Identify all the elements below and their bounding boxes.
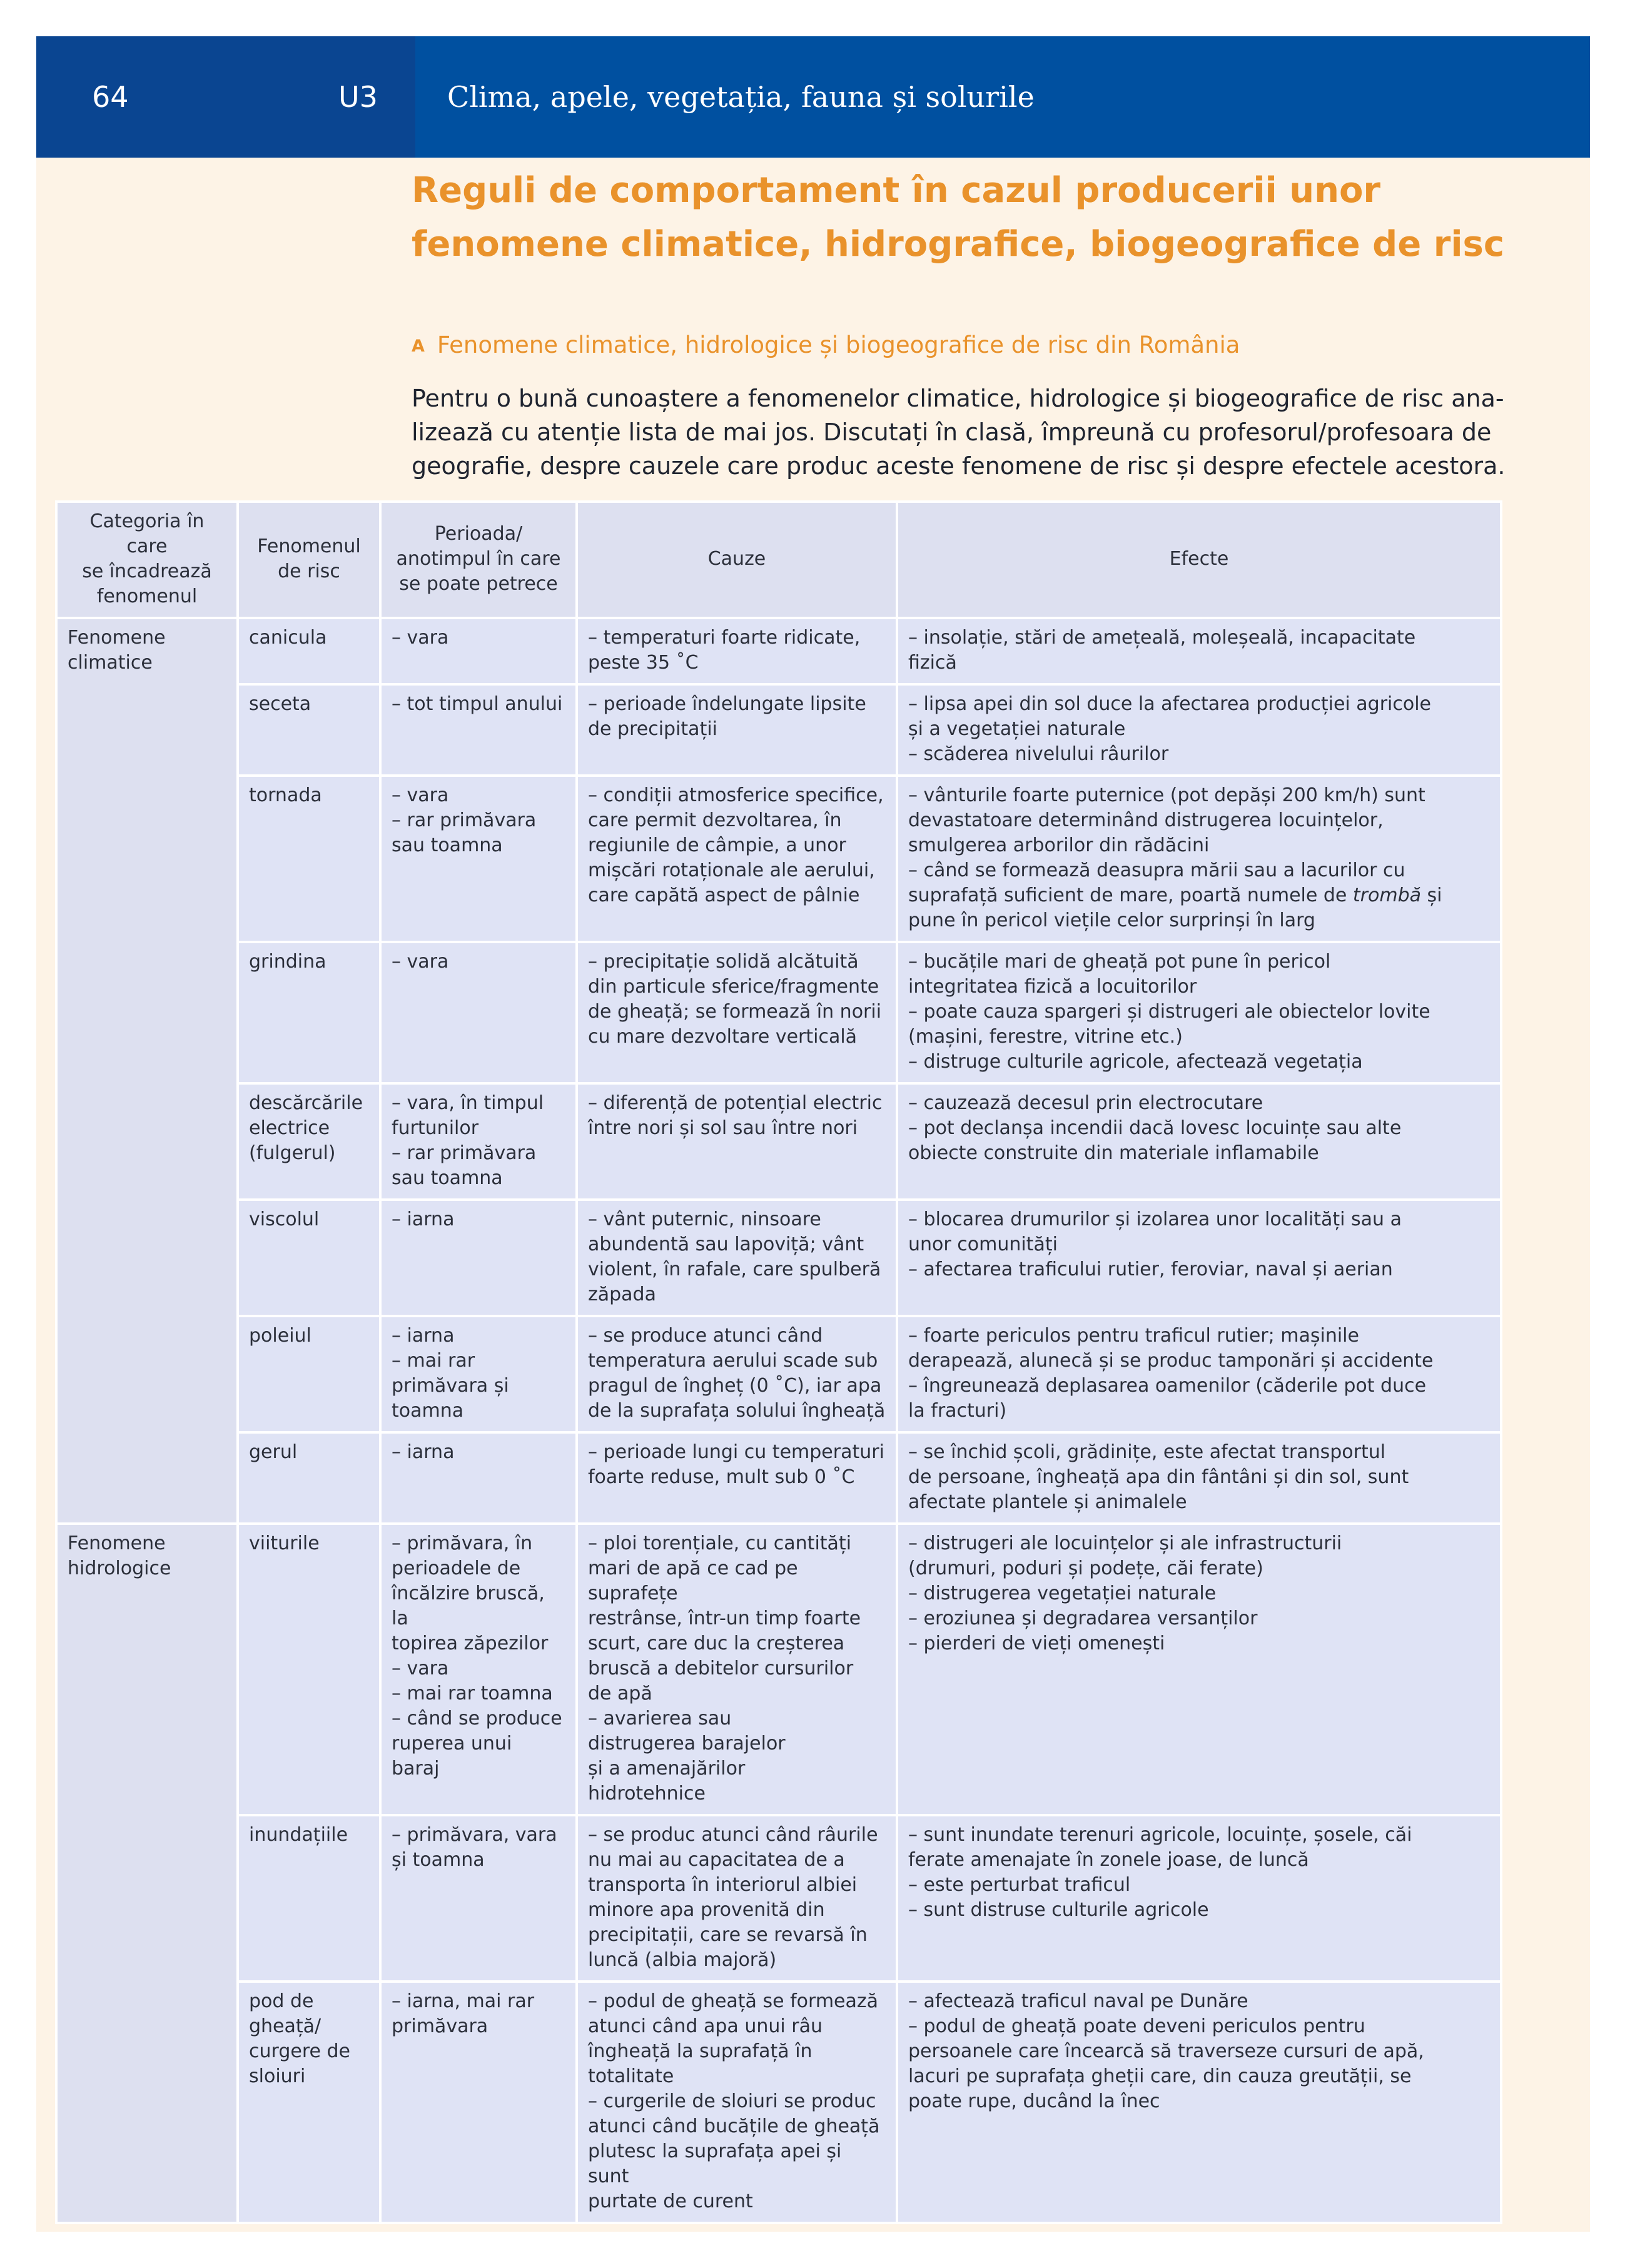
header-category: Categoria în care se încadrează fenomenul [56, 502, 238, 618]
phenomenon-cell: viscolul [238, 1200, 380, 1316]
effects-cell: – lipsa apei din sol duce la afectarea producției agricole și a vegetației naturale – scăderea nivelului râurilor [897, 684, 1501, 776]
period-cell: – tot timpul anului [380, 684, 577, 776]
header-causes: Cauze [577, 502, 897, 618]
table-row [56, 1316, 1501, 1432]
intro-line: lizează cu atenție lista de mai jos. Discutați în clasă, împreună cu profesorul/profesoara de [412, 418, 1492, 446]
effects-cell: – distrugeri ale locuințelor și ale infrastructurii (drumuri, poduri și podețe, căi ferate) – distrugerea vegetației naturale – eroziunea și degradarea versanților – pierderi de vieți omenești [897, 1524, 1501, 1815]
lesson-title [412, 164, 1512, 271]
causes-cell: – ploi torențiale, cu cantități mari de apă ce cad pe suprafețe restrânse, într-un timp foarte scurt, care duc la creșterea bruscă a debitelor cursurilor de apă – avarierea sau distrugerea barajelor și a amenajărilor hidrotehnice [577, 1524, 897, 1815]
effects-cell [897, 776, 1501, 942]
period-cell: – vara [380, 618, 577, 684]
period-cell: – primăvara, vara și toamna [380, 1815, 577, 1982]
phenomenon-cell: seceta [238, 684, 380, 776]
causes-cell: – diferență de potențial electric între nori și sol sau între nori [577, 1083, 897, 1200]
category-cell: Fenomene climatice [56, 618, 238, 1524]
effects-italic-term: trombă [1352, 884, 1421, 906]
phenomenon-cell: tornada [238, 776, 380, 942]
causes-cell: – se produc atunci când râurile nu mai au capacitatea de a transporta în interiorul albiei minore apa provenită din precipitații, care se revarsă în luncă (albia majoră) [577, 1815, 897, 1982]
effects-cell: – blocarea drumurilor și izolarea unor localități sau a unor comunități – afectarea traficului rutier, feroviar, naval și aerian [897, 1200, 1501, 1316]
causes-cell: – vânt puternic, ninsoare abundentă sau lapoviță; vânt violent, în rafale, care spulberă zăpada [577, 1200, 897, 1316]
causes-cell: – se produce atunci când temperatura aerului scade sub pragul de îngheț (0 ˚C), iar apa de la suprafața solului îngheață [577, 1316, 897, 1432]
section-heading [412, 332, 1512, 358]
phenomenon-cell: grindina [238, 942, 380, 1083]
phenomenon-cell: canicula [238, 618, 380, 684]
table-row [56, 1524, 1501, 1815]
table-row [56, 1815, 1501, 1982]
section-letter: A [412, 337, 425, 356]
effects-cell: – se închid școli, grădinițe, este afectat transportul de persoane, îngheață apa din fântâni și din sol, sunt afectate plantele și animalele [897, 1432, 1501, 1524]
intro-line: Pentru o bună cunoaștere a fenomenelor climatice, hidrologice și biogeografice de risc ana- [412, 385, 1504, 412]
effects-cell: – insolație, stări de amețeală, moleșeală, incapacitate fizică [897, 618, 1501, 684]
effects-cell: – foarte periculos pentru traficul rutier; mașinile derapează, alunecă și se produc tamponări și accidente – îngreunează deplasarea oamenilor (căderile pot duce la fracturi) [897, 1316, 1501, 1432]
table-row [56, 1083, 1501, 1200]
effects-cell: – sunt inundate terenuri agricole, locuințe, șosele, căi ferate amenajate în zonele joase, de luncă – este perturbat traficul – sunt distruse culturile agricole [897, 1815, 1501, 1982]
category-cell: Fenomene hidrologice [56, 1524, 238, 2223]
table-row [56, 1432, 1501, 1524]
causes-cell: – precipitație solidă alcătuită din particule sferice/fragmente de gheață; se formează în norii cu mare dezvoltare verticală [577, 942, 897, 1083]
period-cell: – iarna [380, 1432, 577, 1524]
chapter-title: Clima, apele, vegetația, fauna și solurile [447, 80, 1035, 114]
unit-label: U3 [338, 80, 378, 114]
period-cell: – iarna, mai rar primăvara [380, 1982, 577, 2223]
phenomenon-cell: inundațiile [238, 1815, 380, 1982]
period-cell: – iarna – mai rar primăvara și toamna [380, 1316, 577, 1432]
phenomenon-cell: descărcările electrice (fulgerul) [238, 1083, 380, 1200]
lesson-title-line: Reguli de comportament în cazul producerii unor [412, 170, 1381, 211]
table-row [56, 776, 1501, 942]
causes-cell: – perioade lungi cu temperaturi foarte reduse, mult sub 0 ˚C [577, 1432, 897, 1524]
causes-cell: – perioade îndelungate lipsite de precipitații [577, 684, 897, 776]
period-cell: – vara – rar primăvara sau toamna [380, 776, 577, 942]
phenomenon-cell: viiturile [238, 1524, 380, 1815]
causes-cell: – condiții atmosferice specifice, care permit dezvoltarea, în regiunile de câmpie, a unor mișcări rotaționale ale aerului, care capătă aspect de pâlnie [577, 776, 897, 942]
section-heading-text: Fenomene climatice, hidrologice și biogeografice de risc din România [437, 332, 1240, 358]
table-row [56, 684, 1501, 776]
period-cell: – vara [380, 942, 577, 1083]
phenomenon-cell: gerul [238, 1432, 380, 1524]
page-header [36, 36, 1590, 158]
causes-cell: – temperaturi foarte ridicate, peste 35 ˚C [577, 618, 897, 684]
phenomenon-cell: poleiul [238, 1316, 380, 1432]
header-period: Perioada/ anotimpul în care se poate petrece [380, 502, 577, 618]
table-row [56, 1982, 1501, 2223]
page-number: 64 [92, 80, 129, 114]
header-phenomenon: Fenomenul de risc [238, 502, 380, 618]
table-row [56, 942, 1501, 1083]
effects-cell: – bucățile mari de gheață pot pune în pericol integritatea fizică a locuitorilor – poate cauza spargeri și distrugeri ale obiectelor lovite (mașini, ferestre, vitrine etc.) – distruge culturile agricole, afectează vegetația [897, 942, 1501, 1083]
table-row [56, 618, 1501, 684]
effects-cell: – cauzează decesul prin electrocutare – pot declanșa incendii dacă lovesc locuințe sau alte obiecte construite din materiale inflamabile [897, 1083, 1501, 1200]
period-cell: – vara, în timpul furtunilor – rar primăvara sau toamna [380, 1083, 577, 1200]
period-cell: – primăvara, în perioadele de încălzire bruscă, la topirea zăpezilor – vara – mai rar toamna – când se produce ruperea unui baraj [380, 1524, 577, 1815]
intro-line: geografie, despre cauzele care produc aceste fenomene de risc și despre efectele acestora. [412, 452, 1506, 480]
header-effects: Efecte [897, 502, 1501, 618]
intro-paragraph [412, 382, 1506, 483]
risk-phenomena-table [55, 500, 1502, 2224]
period-cell: – iarna [380, 1200, 577, 1316]
lesson-title-line: fenomene climatice, hidrografice, biogeografice de risc [412, 224, 1505, 265]
phenomenon-cell: pod de gheață/ curgere de sloiuri [238, 1982, 380, 2223]
causes-cell: – podul de gheață se formează atunci când apa unui râu îngheață la suprafață în totalitate – curgerile de sloiuri se produc atunci când bucățile de gheață plutesc la suprafața apei și sunt purtate de curent [577, 1982, 897, 2223]
effects-text: – vânturile foarte puternice (pot depăși 200 km/h) sunt devastatoare determinând distrugerea locuințelor, smulgerea arborilor din rădăcini – când se formează deasupra mării sau a lacurilor cu suprafață suficient de mare, poartă numele de [908, 784, 1425, 906]
table-row [56, 1200, 1501, 1316]
effects-cell: – afectează traficul naval pe Dunăre – podul de gheață poate deveni periculos pentru persoanele care încearcă să traverseze cursuri de apă, lacuri pe suprafața gheții care, din cauza greutății, se poate rupe, ducând la înec [897, 1982, 1501, 2223]
effects-text: și pune în pericol viețile celor surprinși în larg [908, 884, 1442, 931]
table-header-row [56, 502, 1501, 618]
